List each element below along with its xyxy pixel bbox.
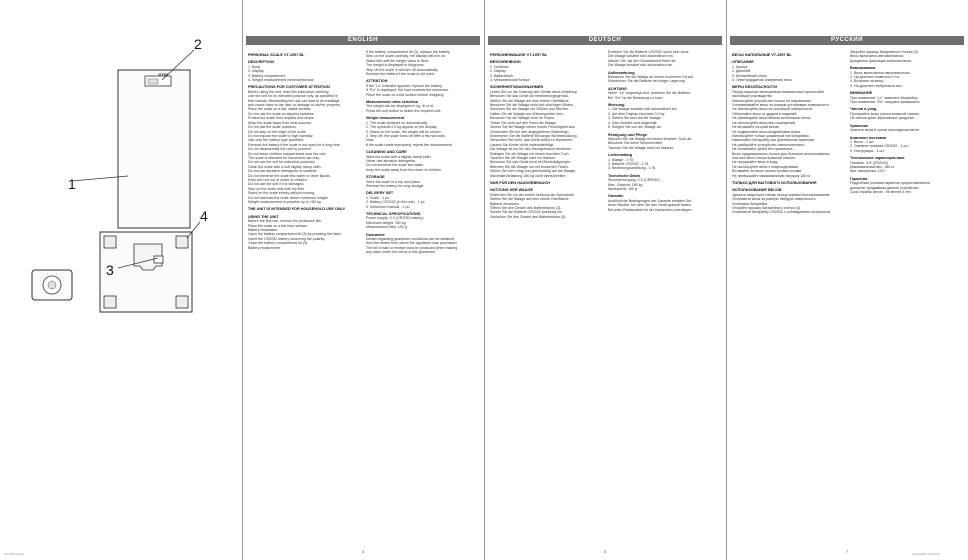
text-line: Do not immerse the scale into water. — [366, 163, 425, 168]
text-line: Schließen Sie den Deckel des Batteriefachs (3). — [490, 214, 567, 219]
text-line: Max. Gewicht: 180 kg — [608, 182, 643, 187]
text-line: Power supply: 3 V (CR2032 battery) — [366, 216, 424, 221]
text-line: Do not use the unit for industrial purposes. — [248, 160, 316, 165]
text-line: Bewahren Sie die Waage an einem trockenen Ort auf. — [608, 75, 694, 80]
text-line: Schützen Sie die Waage vor Stößen und Stürzen. — [490, 107, 570, 112]
section-title: Технические характеристики — [850, 156, 905, 161]
text-line: Die Waage schaltet sich automatisch ab. — [608, 63, 673, 68]
text-line: from the dealer from whom the appliance was purchased. — [366, 241, 458, 246]
section-title: THE UNIT IS INTENDED FOR HOUSEHOLD USE ONLY — [248, 207, 346, 212]
text-line: Entfernen Sie vor der ersten Nutzung die Schutzfolie. — [490, 192, 575, 197]
text-line: Warten Sie, bis der Gewichtswert fixiert ist. — [608, 58, 677, 63]
text-line: Оберегайте весы от ударов и падений. — [732, 111, 798, 116]
section-title: NUTZUNG DER WAAGE — [490, 188, 534, 193]
text-line: Не используйте весы вне помещений. — [732, 120, 796, 125]
page-number-russian: 7 — [846, 549, 849, 554]
text-line: Установка батарейки — [732, 201, 768, 206]
text-line: Benutzen Sie das Gerät nicht bei Beschädigungen. — [490, 160, 572, 165]
text-line: Insert the CR2032 battery observing the polarity. — [248, 236, 326, 241]
column-english-left — [248, 50, 360, 550]
text-line: Wischen Sie die Waage mit einem feuchten Tuch ab. — [608, 136, 693, 141]
text-line: Stellen Sie sich ruhig und gleichmäßig auf die Waage. — [490, 169, 576, 174]
text-line: Do not step on the edge of the scale. — [248, 129, 307, 134]
section-title: DESCRIPTION — [248, 60, 274, 65]
text-line: Do not use abrasive detergents or solvents. — [248, 169, 318, 174]
text-line: Halten Sie die Waage von Wärmequellen fern. — [490, 111, 564, 116]
text-line: Maximum weight: 180 kg — [366, 220, 406, 225]
text-line: Remove the battery if the scale is not used. — [366, 72, 435, 77]
text-line: Keep the scale away from heat sources. — [248, 120, 312, 125]
text-line: 1. Весы - 1 шт. — [850, 139, 875, 144]
section-title: ТОЛЬКО ДЛЯ БЫТОВОГО ИСПОЛЬЗОВАНИЯ — [732, 180, 817, 185]
text-line: 1. Body — [248, 64, 261, 69]
text-line: Stellen Sie die Waage auf eine ebene Oberfläche. — [490, 197, 570, 202]
text-line: Lassen Sie Kinder nicht unbeaufsichtigt. — [490, 142, 554, 147]
brand-mark: VITEK — [158, 73, 169, 77]
text-line: Stand still until the weight value is fixed. — [366, 58, 430, 63]
text-line: Setzen Sie die Batterie CR2032 polrichtig ein. — [490, 210, 563, 215]
text-line: 4. Weight measurement electrode/sensor — [248, 78, 314, 83]
text-line: Battery installation — [248, 228, 278, 233]
text-line: 1. Gehäuse — [490, 64, 509, 69]
text-line: 4. Электрод/датчик измерения веса — [732, 78, 792, 83]
text-line: Place the scale on a flat surface before weighing. — [366, 92, 445, 97]
text-line: Храните весы в сухом прохладном месте. — [850, 128, 921, 133]
section-title: Комплект поставки — [850, 135, 887, 140]
text-line: If the "Lo" indicator appears, replace the battery. — [366, 83, 443, 88]
callout-1: 1 — [68, 176, 76, 192]
text-line: Stand on the scale evenly without moving. — [248, 191, 316, 196]
foot-bottom-right — [176, 296, 188, 308]
text-line: Step on the scale carefully, the display will turn on. — [366, 54, 447, 59]
text-line: If the scale reads improperly, repeat the measurement. — [366, 142, 454, 147]
section-title: CLEANING AND CARE — [366, 150, 407, 155]
text-line: Close the battery compartment lid (3). — [248, 241, 309, 246]
text-line: Не размещайте весы вблизи источников тепла. — [732, 116, 812, 121]
text-line: Step on the scale only with dry feet. — [248, 186, 305, 191]
text-line: Питание: 3 В (CR2032) — [850, 160, 889, 165]
text-line: 3. Bedienungsanleitung - 1 St. — [608, 166, 657, 171]
text-line: The weight can be displayed in kg, lb or st. — [366, 104, 434, 109]
text-line: Вставайте на весы только сухими ногами. — [732, 169, 803, 174]
column-russian-right — [850, 50, 962, 550]
section-title: Reinigung und Pflege — [608, 132, 648, 137]
text-line: Open the battery compartment lid (3) by pressing the latch. — [248, 232, 342, 237]
text-line: 2. Дисплей — [732, 69, 751, 74]
text-line: Закройте крышку батарейного отсека (3). — [850, 50, 919, 54]
text-line: Lesen Sie vor der Nutzung des Geräts diese Anleitung. — [490, 89, 578, 94]
text-line: Öffnen Sie den Deckel des Batteriefachs (3). — [490, 206, 562, 210]
foot-bottom-left — [104, 296, 116, 308]
text-line: Remove the battery for long storage. — [366, 183, 425, 188]
text-line: Устанавливайте весы на ровную устойчивую поверхность. — [732, 103, 830, 108]
text-line: Place the scale on a flat hard surface. — [248, 223, 309, 228]
text-line: Entnehmen Sie die Batterie bei langer Nichtbenutzung. — [490, 133, 578, 138]
text-line: Reinigen Sie die Waage mit einem feuchten Tuch. — [490, 151, 570, 156]
text-line: Keep the unit out of reach of children. — [248, 177, 308, 182]
illustration-page — [0, 0, 242, 560]
section-title: Weight measurement — [366, 116, 405, 121]
column-deutsch-left — [490, 50, 602, 550]
text-line: Keep the scale away from the reach of children. — [366, 167, 442, 172]
text-line: 2. The symbols 0.0 kg appear on the display. — [366, 125, 438, 130]
column-deutsch-right — [608, 50, 720, 550]
text-line: Setzen Sie die Waage keiner hohen Feuchtigkeit aus. — [490, 125, 576, 130]
text-line: Place the scale on a flat, stable surface. — [248, 107, 312, 112]
text-line: 3. Инструкция - 1 шт. — [850, 148, 885, 153]
text-line: 2. Display — [248, 69, 264, 74]
foot-top-right — [176, 236, 188, 248]
text-line: Treten Sie nicht auf den Rand der Waage. — [490, 120, 558, 125]
section-title: Technische Daten — [608, 173, 641, 178]
text-line: Ersetzen Sie die Batterie CR2032 durch eine neue. — [608, 50, 690, 54]
text-line: Шаг измерения: 100 г — [850, 169, 886, 174]
text-line: Stellen Sie die Waage auf eine ebene Oberfläche. — [490, 98, 570, 103]
section-title: Garantie — [608, 194, 624, 199]
section-title: МЕРЫ БЕЗОПАСНОСТИ — [732, 85, 778, 90]
text-line: Извлекайте батарейку при длительном хранении. — [732, 138, 816, 143]
section-title: DELIVERY SET — [366, 191, 394, 196]
text-line: дилером, продавшим данное устройство. — [850, 185, 920, 190]
text-line: 3. Stellen Sie sich auf die Waage. — [608, 116, 662, 121]
page-number-deutsch: 5 — [604, 549, 607, 554]
text-line: Versuchen Sie nicht, das Gerät selbst zu reparieren. — [490, 138, 574, 143]
text-line: 3. Батарейный отсек — [732, 73, 767, 78]
text-line: Не используйте весы с повреждениями. — [732, 164, 800, 169]
text-line: Не вставайте на край весов. — [732, 125, 780, 130]
text-line: Die Waage schaltet sich automatisch ein. — [608, 54, 674, 59]
text-line: Wipe the scale with a slightly damp cloth. — [366, 154, 432, 159]
fold-line-3 — [726, 0, 727, 560]
text-line: Wenn "Lo" angezeigt wird, ersetzen Sie die Batterie. — [608, 91, 692, 96]
text-line: Press the unit button to select the required unit. — [366, 108, 442, 113]
text-line: 4. Messelektrode/Sensor — [490, 78, 530, 83]
english-header: ENGLISH — [246, 36, 480, 45]
section-title: Messung — [608, 103, 625, 108]
text-line: Weight measurement is possible up to 180 kg. — [248, 200, 322, 204]
text-line: Use the unit for its intended purpose only, as specified in — [248, 94, 338, 99]
section-title: Lieferumfang — [608, 153, 633, 158]
text-line: Do not use the scale outdoors. — [248, 125, 297, 130]
deutsch-header: DEUTSCH — [488, 36, 722, 45]
text-line: Entnehmen Sie die Batterie bei langer Lagerung. — [608, 79, 686, 84]
text-line: Measurement step: 100 g — [366, 225, 407, 230]
callout-2: 2 — [194, 36, 202, 52]
text-line: 1. Waage - 1 St. — [608, 157, 634, 162]
section-title: PRECAUTIONS FOR CUSTOMER ATTENTION — [248, 85, 330, 90]
foot-top-left — [104, 236, 116, 248]
text-line: Do not disassemble the unit by yourself. — [248, 147, 312, 152]
section-title: Гарантия — [850, 176, 868, 181]
text-line: Messschritt: 100 g — [608, 186, 638, 191]
section-title: ACHTUNG — [608, 86, 627, 91]
text-line: 1. Корпус — [732, 64, 748, 69]
text-line: настоящее руководство. — [732, 94, 773, 99]
text-line: Step off the scale, it will turn off automatically. — [366, 67, 439, 72]
section-title: NUR FÜR DEN HAUSGEBRAUCH — [490, 180, 550, 185]
text-line: Clean the scale with a soft slightly damp cloth. — [248, 164, 322, 169]
text-line: Stromversorgung: 3 V (CR2032) — [608, 178, 660, 183]
section-title: ATTENTION — [366, 79, 388, 84]
text-line: Do not expose the scale to high humidity. — [248, 133, 314, 138]
scale-body-front — [118, 70, 190, 228]
scale-illustration — [0, 0, 242, 560]
text-line: Весы предназначены только для бытового использования. — [732, 151, 831, 156]
text-line: При появлении "Err" нагрузка превышена. — [850, 100, 921, 105]
text-line: Не превышайте максимальную нагрузку 180 кг. — [732, 173, 811, 178]
text-line: Never use abrasive detergents. — [366, 158, 416, 163]
text-line: The weight is displayed in kilograms. — [366, 63, 425, 68]
text-line: Die Waage ist nur für den Hausgebrauch bestimmt. — [490, 147, 572, 152]
text-line: 4. Step off, the scale turns off after a few seconds. — [366, 133, 446, 138]
text-line: Betreten Sie die Waage nur mit trockenen Füßen. — [490, 164, 569, 169]
text-line: Удалите защитную плёнку перед первым использованием. — [732, 192, 831, 197]
text-line: The scale is intended for household use only. — [248, 155, 320, 160]
text-line: Установите батарейку CR2032 с соблюдением полярности. — [732, 210, 832, 215]
text-line: Protect the scale from impacts and drops. — [248, 116, 315, 121]
text-line: Tauchen Sie die Waage nicht ins Wasser. — [608, 145, 674, 150]
text-line: Используйте только указанный тип батарейки. — [732, 133, 810, 138]
text-line: Benutzen Sie die Waage nicht auf rutschigen Böden. — [490, 103, 574, 108]
text-line: 1. Scale - 1 pc. — [366, 195, 390, 200]
page-number-english: 3 — [362, 549, 365, 554]
section-title: STORAGE — [366, 175, 385, 180]
text-line: Не подвергайте весы воздействию влаги. — [732, 129, 802, 134]
text-line: Do not overload the scale above maximum weight. — [248, 195, 329, 200]
text-line: Протирайте весы слегка влажной тканью. — [850, 111, 921, 116]
text-line: Используйте устройство только по назначению. — [732, 98, 812, 103]
section-title: Aufbewahrung — [608, 70, 635, 75]
text-line: 4. На дисплее отобразится вес. — [850, 83, 903, 88]
text-line: Не используйте весы на скользкой поверхности. — [732, 107, 814, 112]
text-line: 3. Instruction manual - 1 pc. — [366, 204, 411, 209]
text-line: Do not use the unit if it is damaged. — [248, 182, 305, 187]
section-title: TECHNICAL SPECIFICATIONS — [366, 212, 421, 216]
fold-line-2 — [484, 0, 485, 560]
text-line: При появлении "Lo" замените батарейку. — [850, 95, 919, 100]
text-line: 1. Весы включаются автоматически. — [850, 70, 911, 75]
text-line: Do not use the scale on slippery surfaces. — [248, 111, 315, 116]
text-line: Максимальный вес: 180 кг — [850, 164, 895, 169]
text-line: Use only the battery type specified. — [248, 138, 304, 143]
crop-mark-file: VT-1957.indd 1 — [4, 552, 25, 556]
text-line: 2. Display — [490, 69, 506, 74]
text-line: any claim under the terms of this guarantee. — [366, 250, 437, 255]
text-line: this manual. Mishandling the unit can lead to its breakage — [248, 98, 340, 103]
text-line: 2. Battery CR2032 (in the unit) - 1 pc. — [366, 200, 426, 205]
text-line: Не погружайте весы в воду. — [732, 160, 779, 165]
text-line: Benutzen Sie die Waage nicht im Freien. — [490, 116, 555, 121]
section-title: USING THE UNIT — [248, 214, 279, 219]
model-title: PERSONENWAAGE VT-1957 BL — [490, 53, 548, 57]
text-line: 4. Das Gewicht wird angezeigt. — [608, 120, 658, 125]
text-line: Перед началом эксплуатации внимательно прочитайте — [732, 89, 825, 94]
text-line: Remove the battery if the scale is not used for a long time. — [248, 142, 341, 147]
text-line: 1. The scale switches on automatically. — [366, 120, 428, 125]
text-line: Do not immerse the scale into water or other liquids. — [248, 173, 331, 178]
text-line: 2. Auf dem Display erscheint 0.0 kg. — [608, 111, 666, 116]
text-line: 5. Steigen Sie von der Waage ab. — [608, 125, 662, 130]
model-title: ВЕСЫ НАПОЛЬНЫЕ VT-1957 BL — [732, 53, 792, 57]
fold-line-1 — [242, 0, 243, 560]
text-line: Battery replacement — [248, 245, 281, 250]
section-title: Guarantee — [366, 232, 385, 237]
text-line: Before using the unit, read this instruction carefully. — [248, 89, 330, 94]
battery-compartment — [154, 256, 163, 263]
text-line: Store the scale in a dry cool place. — [366, 179, 421, 184]
section-title: SICHERHEITSMASSNAHMEN — [490, 85, 544, 90]
text-line: Bei jeder Reklamation ist der Kassenbon vorzulegen. — [608, 207, 693, 212]
text-line: 2. Элемент питания CR2032 - 1 шт. — [850, 144, 909, 149]
text-line: Не используйте абразивные средства. — [850, 116, 915, 121]
text-line: Benutzen Sie das Gerät nur bestimmungsgemäß. — [490, 94, 569, 99]
text-line: beim Händler, bei dem Sie das Gerät gekauft haben. — [608, 203, 692, 208]
callout-3: 3 — [106, 262, 114, 278]
text-line: Bei "Err" ist die Belastung zu hoch. — [608, 95, 664, 100]
section-title: Measurement units selection — [366, 100, 419, 105]
section-title: Взвешивание — [850, 66, 876, 71]
text-line: Benutzen Sie keine Scheuermittel. — [608, 141, 663, 146]
section-title: Чистка и уход — [850, 107, 877, 112]
text-line: Batterie einsetzen — [490, 201, 519, 206]
text-line: 3. Встаньте на весы. — [850, 79, 885, 84]
text-line: 3. Stand on the scale, the weight will be shown. — [366, 129, 442, 134]
text-line: 3. Batteriefach — [490, 73, 514, 78]
text-line: Откройте крышку батарейного отсека (3). — [732, 206, 802, 210]
text-line: 2. На дисплее появится 0.0 кг. — [850, 75, 901, 80]
text-line: Details regarding guarantee conditions can be obtained — [366, 237, 455, 242]
section-title: BESCHREIBUNG — [490, 60, 521, 65]
russian-header: РУССКИЙ — [730, 36, 964, 45]
text-line: 2. Batterie CR2032 - 1 St. — [608, 161, 650, 166]
text-line: Ausführliche Bedingungen der Garantie erhalten Sie — [608, 198, 692, 203]
text-line: Подробные условия гарантии предоставляются — [850, 181, 930, 186]
section-title: ИСПОЛЬЗОВАНИЕ ВЕСОВ — [732, 188, 782, 193]
section-title: ОПИСАНИЕ — [732, 60, 754, 65]
text-line: If "Err" is displayed, the load exceeds the maximum. — [366, 88, 449, 93]
text-line: Установите весы на ровную твёрдую поверхность. — [732, 197, 817, 202]
crop-mark-date: 10.12.2021 13:24:31 — [912, 552, 940, 556]
text-line: If the battery compartment lid (3), replace the battery. — [366, 50, 451, 54]
text-line: 1. Die Waage schaltet sich automatisch ein. — [608, 107, 678, 112]
text-line: Чистите весы слегка влажной тканью. — [732, 155, 796, 160]
text-line: Before the first use, remove the protective film. — [248, 219, 323, 224]
text-line: Весы включатся автоматически. — [850, 54, 904, 59]
column-english-right — [366, 50, 478, 550]
model-title: PERSONAL SCALE VT-1957 BL — [248, 53, 305, 57]
section-title: ВНИМАНИЕ — [850, 91, 873, 96]
text-line: Дождитесь фиксации значения веса. — [850, 58, 912, 63]
text-line: Не оставляйте детей без присмотра. — [732, 147, 794, 152]
text-line: Do not leave children unsupervised near the unit. — [248, 151, 327, 156]
text-line: Maximale Belastung 180 kg nicht überschreiten. — [490, 173, 567, 178]
text-line: Note — [366, 138, 374, 143]
callout-4: 4 — [200, 208, 208, 224]
section-title: Хранение — [850, 123, 869, 128]
text-line: Срок службы весов - не менее 5 лет. — [850, 189, 912, 194]
text-line: and cause harm to the user or damage to his/her property. — [248, 103, 341, 108]
text-line: The bill of sale or receipt must be produced when making — [366, 245, 458, 250]
text-line: 3. Battery compartment — [248, 73, 286, 78]
text-line: Verwenden Sie nur den angegebenen Batterietyp. — [490, 129, 570, 134]
text-line: Tauchen Sie die Waage nicht ins Wasser. — [490, 155, 556, 160]
text-line: Не разбирайте устройство самостоятельно. — [732, 142, 806, 147]
column-russian-left — [732, 50, 844, 550]
